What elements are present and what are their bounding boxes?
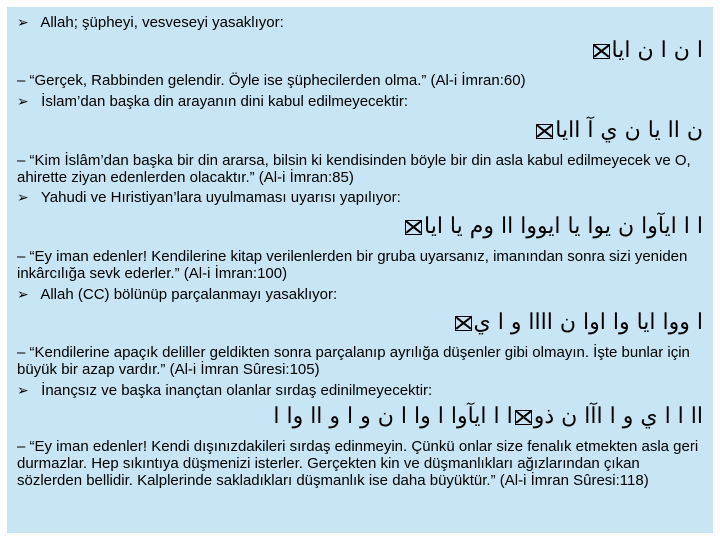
- arabic-text: ا ن ا ن ايا: [611, 38, 703, 63]
- heading-text: Yahudi ve Hıristiyan’lara uyulmaması uyarısı yapılıyor:: [40, 189, 401, 206]
- arrow-bullet-icon: ➢: [17, 383, 29, 399]
- arabic-verse: [273, 404, 703, 430]
- bullet-heading: [17, 286, 337, 304]
- arrow-bullet-icon: ➢: [17, 94, 29, 110]
- heading-text: İnançsız ve başka inançtan olanlar sırdaş edinilmeyecektir:: [41, 382, 433, 399]
- arabic-verse: [403, 214, 703, 240]
- boxed-x-icon: [515, 410, 532, 425]
- arabic-verse: [534, 118, 703, 144]
- bullet-heading: [17, 189, 401, 207]
- boxed-x-icon: [536, 124, 553, 139]
- arrow-bullet-icon: ➢: [17, 190, 29, 206]
- verse-translation: – “Ey iman edenler! Kendi dışınızdakileri sırdaş edinmeyin. Çünkü onlar size fenalık etmekten asla geri durmazlar. Hep sıkıntıya düşmenizi isterler. Gerçekten kin ve düşmanlıkları ağızlarından çıkan sözlerden bellidir. Kalplerinde sakladıkları düşmanlık ise daha büyüktür.” (Al-i İmran Sûresi:118): [17, 438, 699, 489]
- arabic-verse: [453, 310, 704, 336]
- verse-translation: – “Ey iman edenler! Kendilerine kitap verilenlerden bir gruba uyarsanız, imanından sonra sizi yeniden inkârcılığa sevk ederler.” (Al-i İmran:100): [17, 248, 688, 282]
- heading-text: Allah; şüpheyi, vesveseyi yasaklıyor:: [40, 14, 284, 31]
- bullet-heading: [17, 382, 432, 400]
- slide: [7, 7, 713, 533]
- arabic-text: ا ا ايآوا ا وا ا ن و ا و اا وا ا: [273, 404, 513, 429]
- arabic-text: اا ا ا ي و ا اآا ن ذو: [533, 404, 703, 429]
- boxed-x-icon: [405, 220, 422, 235]
- arabic-text: ا ووا ايا وا اوا ن اااا و ا ي: [473, 310, 703, 335]
- verse-translation: – “Gerçek, Rabbinden gelendir. Öyle ise şüphecilerden olma.” (Al-i İmran:60): [17, 72, 526, 89]
- heading-text: Allah (CC) bölünüp parçalanmayı yasaklıyor:: [40, 286, 338, 303]
- heading-text: İslam’dan başka din arayanın dini kabul edilmeyecektir:: [41, 93, 409, 110]
- arabic-text: ن اا يا ن ي آ اايا: [555, 118, 703, 143]
- bullet-heading: [17, 93, 408, 111]
- verse-translation: – “Kim İslâm’dan başka bir din ararsa, bilsin ki kendisinden böyle bir din asla kabul edilmeyecek ve O, ahirette ziyan edenlerden olacaktır.” (Al-i İmran:85): [17, 152, 691, 186]
- arrow-bullet-icon: ➢: [17, 15, 29, 31]
- bullet-heading: [17, 14, 284, 32]
- verse-translation: – “Kendilerine apaçık deliller geldikten sonra parçalanıp ayrılığa düşenler gibi olmayın. İşte bunlar için büyük bir azap vardır.” (Al-i İmran Sûresi:105): [17, 344, 690, 378]
- boxed-x-icon: [593, 44, 610, 59]
- arrow-bullet-icon: ➢: [17, 287, 29, 303]
- arabic-text: ا ا ايآوا ن يوا يا ايووا اا وم يا ايا: [424, 214, 703, 239]
- boxed-x-icon: [455, 316, 472, 331]
- arabic-verse: [591, 38, 703, 64]
